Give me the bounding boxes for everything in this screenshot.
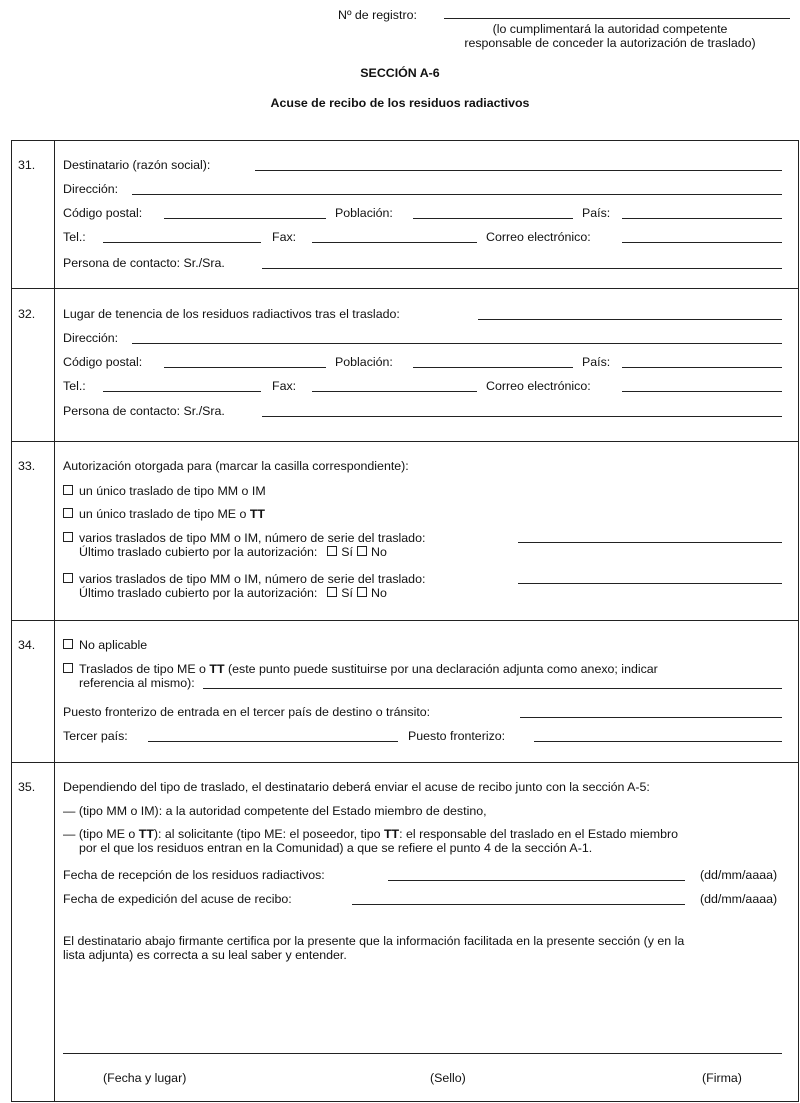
s33-option-4-no-label: No xyxy=(371,586,387,600)
s31-poblacion-field[interactable] xyxy=(413,218,573,219)
s33-option-2-tt: TT xyxy=(249,507,265,521)
s31-poblacion-label: Población: xyxy=(335,206,393,220)
s32-lugar-field[interactable] xyxy=(478,319,782,320)
section-31-number: 31. xyxy=(18,158,36,172)
s33-option-3-ultimo-label: Último traslado cubierto por la autorización: xyxy=(79,545,318,559)
s33-option-4-checkbox[interactable] xyxy=(63,573,73,583)
s33-option-3-label: varios traslados de tipo MM o IM, número de serie del traslado: xyxy=(79,531,426,545)
s33-option-3-no-label: No xyxy=(371,545,387,559)
s33-option-4-label: varios traslados de tipo MM o IM, número de serie del traslado: xyxy=(79,572,426,586)
s32-poblacion-label: Población: xyxy=(335,355,393,369)
s34-traslados-checkbox[interactable] xyxy=(63,663,73,673)
s33-option-2-checkbox[interactable] xyxy=(63,508,73,518)
s32-correo-field[interactable] xyxy=(622,391,782,392)
s31-codigo-postal-field[interactable] xyxy=(164,218,326,219)
s32-pais-field[interactable] xyxy=(622,367,782,368)
s34-tercer-pais-label: Tercer país: xyxy=(63,729,128,743)
s32-correo-label: Correo electrónico: xyxy=(486,379,591,393)
s34-referencia-field[interactable] xyxy=(203,688,782,689)
s32-codigo-postal-field[interactable] xyxy=(164,367,326,368)
s33-option-4[interactable] xyxy=(63,572,425,586)
s33-option-4-ultimo-label: Último traslado cubierto por la autorización: xyxy=(79,586,318,600)
s35-certificacion-line-1: El destinatario abajo firmante certifica por la presente que la información facilitada en la presente sección (y en la xyxy=(63,934,685,948)
s33-option-3-no-checkbox[interactable] xyxy=(357,546,367,556)
s34-no-aplicable-checkbox[interactable] xyxy=(63,639,73,649)
s34-puesto-label: Puesto fronterizo: xyxy=(408,729,506,743)
s31-pais-label: País: xyxy=(582,206,611,220)
s31-fax-label: Fax: xyxy=(272,230,297,244)
s35-fecha-recepcion-format: (dd/mm/aaaa) xyxy=(700,868,778,882)
s35-dash-2-e: : el responsable del traslado en el Estado miembro xyxy=(399,827,679,841)
s35-dash-1: — (tipo MM o IM): a la autoridad competente del Estado miembro de destino, xyxy=(63,804,487,818)
s33-option-2[interactable] xyxy=(63,507,265,521)
s35-dash-2 xyxy=(63,827,678,841)
section-34-number: 34. xyxy=(18,638,36,652)
s34-traslados-tt: TT xyxy=(209,662,225,676)
s32-pais-label: País: xyxy=(582,355,611,369)
s34-traslados-note: (este punto puede sustituirse por una declaración adjunta como anexo; indicar xyxy=(228,662,658,676)
section-33-number: 33. xyxy=(18,459,36,473)
s33-option-4-ultimo xyxy=(79,586,387,600)
s34-puesto-entrada-label: Puesto fronterizo de entrada en el tercer país de destino o tránsito: xyxy=(63,705,431,719)
s32-contacto-field[interactable] xyxy=(262,416,782,417)
s33-option-1[interactable] xyxy=(63,484,266,498)
s31-fax-field[interactable] xyxy=(312,242,477,243)
s35-dash-2-line-2: por el que los residuos entran en la Comunidad) a que se refiere el punto 4 de la sección A-1. xyxy=(79,841,593,855)
s31-destinatario-field[interactable] xyxy=(255,170,782,171)
s33-option-3[interactable] xyxy=(63,531,425,545)
s33-option-1-checkbox[interactable] xyxy=(63,485,73,495)
s35-intro: Dependiendo del tipo de traslado, el destinatario deberá enviar el acuse de recibo junto con la sección A-5: xyxy=(63,780,650,794)
s33-option-4-si-label: Sí xyxy=(341,586,354,600)
s35-firma-label: (Firma) xyxy=(702,1071,742,1085)
s35-sello-label: (Sello) xyxy=(430,1071,466,1085)
s33-option-1-label: un único traslado de tipo MM o IM xyxy=(79,484,266,498)
s33-option-4-serie-field[interactable] xyxy=(518,583,782,584)
s35-dash-2-a: — (tipo ME o xyxy=(63,827,136,841)
s32-direccion-field[interactable] xyxy=(132,343,782,344)
section-subtitle: Acuse de recibo de los residuos radiactivos xyxy=(270,96,530,110)
s31-correo-label: Correo electrónico: xyxy=(486,230,591,244)
s32-fax-field[interactable] xyxy=(312,391,477,392)
s32-contacto-label: Persona de contacto: Sr./Sra. xyxy=(63,404,225,418)
s31-destinatario-label: Destinatario (razón social): xyxy=(63,158,211,172)
s32-poblacion-field[interactable] xyxy=(413,367,573,368)
section-35-number: 35. xyxy=(18,780,36,794)
s32-direccion-label: Dirección: xyxy=(63,331,119,345)
s33-option-3-checkbox[interactable] xyxy=(63,532,73,542)
s32-lugar-label: Lugar de tenencia de los residuos radiactivos tras el traslado: xyxy=(63,307,400,321)
s34-traslados[interactable] xyxy=(63,662,658,676)
s32-codigo-postal-label: Código postal: xyxy=(63,355,143,369)
divider-31-32 xyxy=(11,288,798,289)
s34-no-aplicable[interactable] xyxy=(63,638,147,652)
s31-pais-field[interactable] xyxy=(622,218,782,219)
s35-certificacion-line-2: lista adjunta) es correcta a su leal saber y entender. xyxy=(63,948,347,962)
s35-dash-2-tt-2: TT xyxy=(383,827,400,841)
s33-option-4-si-checkbox[interactable] xyxy=(327,587,337,597)
s31-codigo-postal-label: Código postal: xyxy=(63,206,143,220)
section-title: SECCIÓN A-6 xyxy=(360,66,440,80)
s31-direccion-field[interactable] xyxy=(132,194,782,195)
section-32-number: 32. xyxy=(18,307,36,321)
s35-fecha-lugar-label: (Fecha y lugar) xyxy=(103,1071,187,1085)
divider-33-34 xyxy=(11,620,798,621)
s34-tercer-pais-field[interactable] xyxy=(148,741,398,742)
registro-note-line1: (lo cumplimentará la autoridad competente xyxy=(492,22,728,36)
s35-dash-2-c: ): al solicitante (tipo ME: el poseedor, tipo xyxy=(153,827,381,841)
s35-fecha-recepcion-field[interactable] xyxy=(388,880,685,881)
s32-tel-label: Tel.: xyxy=(63,379,86,393)
s31-correo-field[interactable] xyxy=(622,242,782,243)
s32-tel-field[interactable] xyxy=(103,391,261,392)
s34-referencia-label: referencia al mismo): xyxy=(79,676,195,690)
s35-fecha-recepcion-label: Fecha de recepción de los residuos radiactivos: xyxy=(63,868,325,882)
s34-no-aplicable-label: No aplicable xyxy=(79,638,148,652)
s33-option-2-label: un único traslado de tipo ME o xyxy=(79,507,247,521)
s35-fecha-expedicion-field[interactable] xyxy=(352,904,685,905)
registro-label: Nº de registro: xyxy=(338,8,417,22)
s35-fecha-expedicion-label: Fecha de expedición del acuse de recibo: xyxy=(63,892,292,906)
s34-puesto-field[interactable] xyxy=(534,741,782,742)
s33-option-3-si-label: Sí xyxy=(341,545,354,559)
s31-contacto-label: Persona de contacto: Sr./Sra. xyxy=(63,256,225,270)
s34-traslados-label: Traslados de tipo ME o xyxy=(79,662,206,676)
s34-puesto-entrada-field[interactable] xyxy=(520,717,782,718)
s31-tel-label: Tel.: xyxy=(63,230,86,244)
s33-option-3-si-checkbox[interactable] xyxy=(327,546,337,556)
s35-fecha-expedicion-format: (dd/mm/aaaa) xyxy=(700,892,778,906)
s31-contacto-field[interactable] xyxy=(262,268,782,269)
s33-option-4-no-checkbox[interactable] xyxy=(357,587,367,597)
s32-fax-label: Fax: xyxy=(272,379,297,393)
registro-field-line[interactable] xyxy=(444,18,790,19)
s31-direccion-label: Dirección: xyxy=(63,182,119,196)
s33-intro: Autorización otorgada para (marcar la casilla correspondiente): xyxy=(63,459,409,473)
registro-note-line2: responsable de conceder la autorización de traslado) xyxy=(464,36,756,50)
s35-dash-2-tt-1: TT xyxy=(138,827,154,841)
s33-option-3-serie-field[interactable] xyxy=(518,542,782,543)
s35-signature-line[interactable] xyxy=(63,1053,782,1054)
s33-option-3-ultimo xyxy=(79,545,387,559)
divider-32-33 xyxy=(11,441,798,442)
s31-tel-field[interactable] xyxy=(103,242,261,243)
registro-note xyxy=(430,22,790,50)
divider-34-35 xyxy=(11,762,798,763)
